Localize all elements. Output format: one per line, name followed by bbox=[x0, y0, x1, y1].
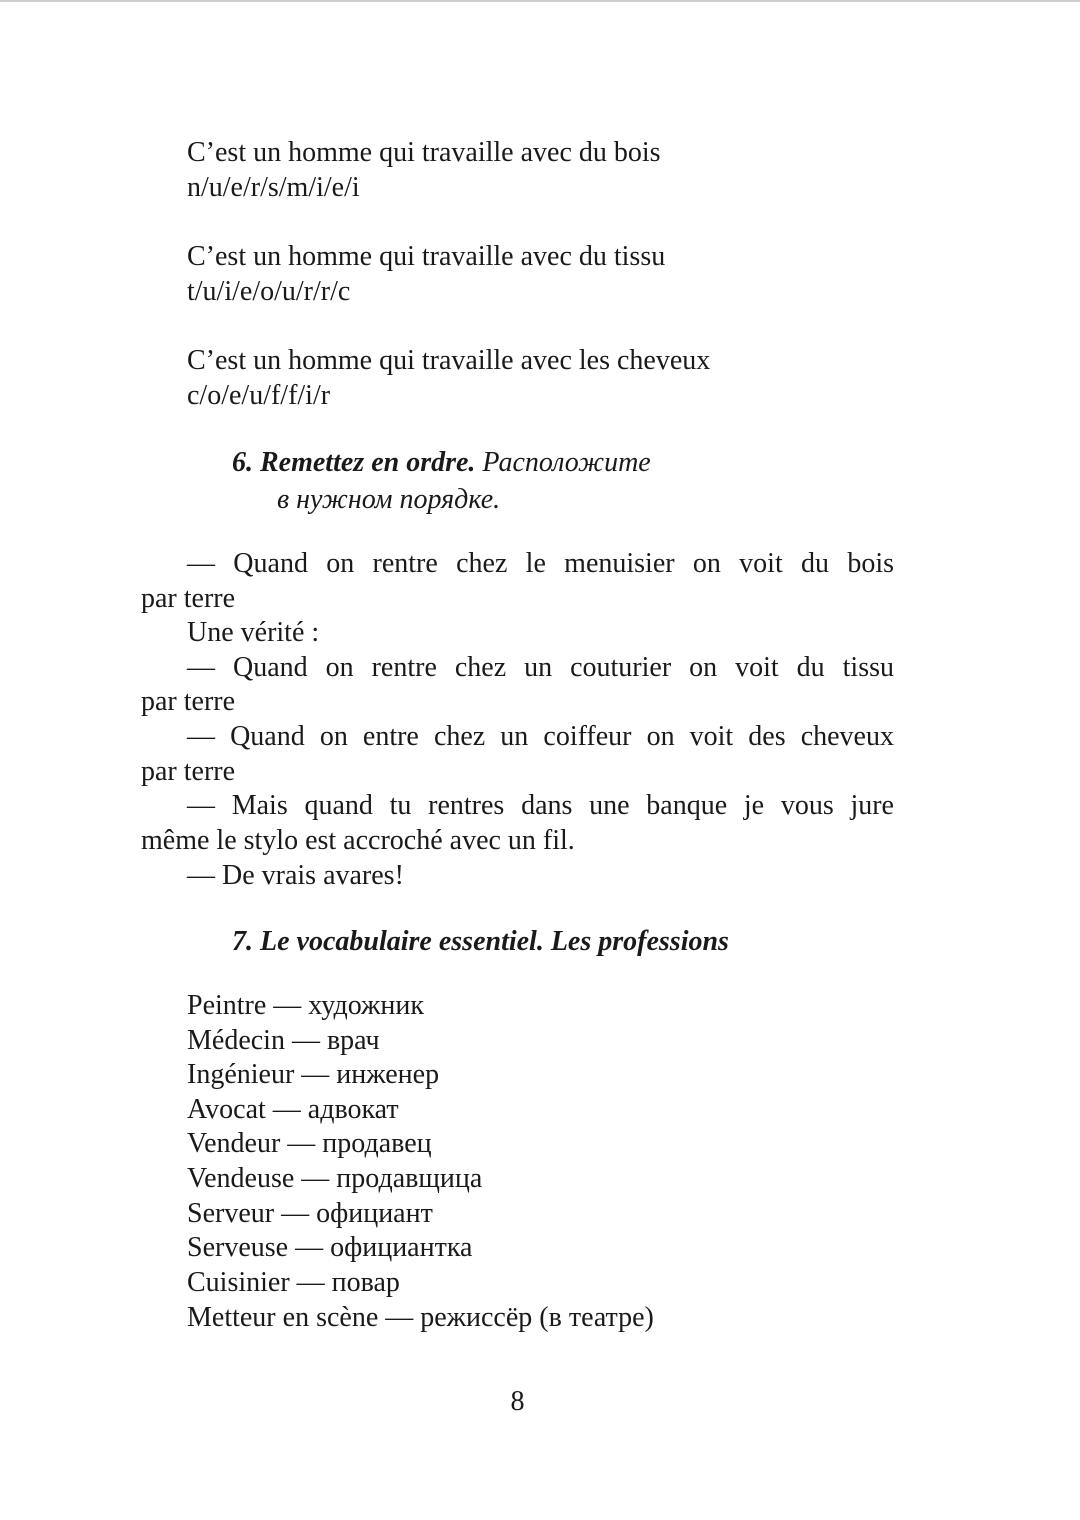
dialogue-line: par terre bbox=[141, 583, 236, 614]
riddle-clue: C’est un homme qui travaille avec du tissu bbox=[187, 241, 666, 272]
exercise-6-instruction: Расположите bbox=[482, 447, 651, 478]
riddle-letters: t/u/i/e/o/u/r/r/c bbox=[187, 276, 351, 307]
vocabulary-item: Médecin — врач bbox=[187, 1025, 380, 1056]
riddle-letters: c/o/e/u/f/f/i/r bbox=[187, 380, 331, 411]
riddle-letters: n/u/e/r/s/m/i/e/i bbox=[187, 172, 360, 203]
dialogue-line: par terre bbox=[141, 686, 236, 717]
riddle-clue: C’est un homme qui travaille avec les cheveux bbox=[187, 345, 711, 376]
page-number: 8 bbox=[510, 1386, 525, 1417]
exercise-7-title: 7. Le vocabulaire essentiel. Les professions bbox=[232, 926, 729, 957]
dialogue-line: — Quand on entre chez un coiffeur on voit des cheveux bbox=[187, 721, 894, 752]
dialogue-line: — Quand on rentre chez le menuisier on voit du bois bbox=[187, 548, 894, 579]
vocabulary-item: Avocat — адвокат bbox=[187, 1094, 399, 1125]
dialogue-line: par terre bbox=[141, 756, 236, 787]
dialogue-line: même le stylo est accroché avec un fil. bbox=[141, 825, 575, 856]
dialogue-line: — Quand on rentre chez un couturier on voit du tissu bbox=[187, 652, 894, 683]
vocabulary-item: Cuisinier — повар bbox=[187, 1267, 400, 1298]
riddle-clue: C’est un homme qui travaille avec du bois bbox=[187, 137, 661, 168]
vocabulary-item: Metteur en scène — режиссёр (в театре) bbox=[187, 1302, 654, 1333]
exercise-6-heading bbox=[232, 445, 651, 481]
dialogue-line: — Mais quand tu rentres dans une banque je vous jure bbox=[187, 790, 894, 821]
vocabulary-item: Vendeur — продавец bbox=[187, 1128, 432, 1159]
vocabulary-item: Serveuse — официантка bbox=[187, 1232, 473, 1263]
dialogue-line: — De vrais avares! bbox=[187, 860, 404, 891]
dialogue-line: Une vérité : bbox=[187, 617, 320, 648]
exercise-6-title: 6. Remettez en ordre. bbox=[232, 447, 476, 478]
vocabulary-item: Vendeuse — продавщица bbox=[187, 1163, 483, 1194]
vocabulary-item: Serveur — официант bbox=[187, 1198, 433, 1229]
vocabulary-item: Ingénieur — инженер bbox=[187, 1059, 440, 1090]
exercise-7-heading bbox=[232, 924, 729, 960]
exercise-6-instruction-cont: в нужном порядке. bbox=[277, 484, 501, 515]
vocabulary-item: Peintre — художник bbox=[187, 990, 424, 1021]
